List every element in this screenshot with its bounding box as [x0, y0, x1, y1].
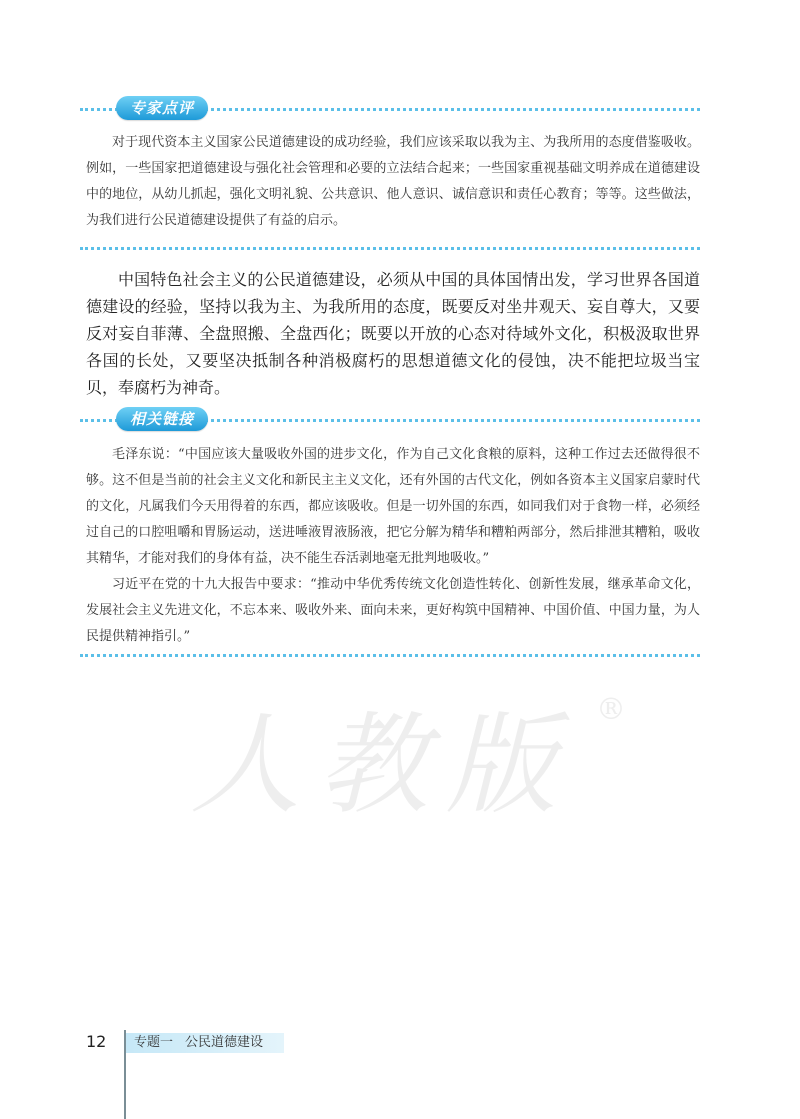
- expert-comment-title: 专家点评: [116, 96, 208, 120]
- footer-topic-band: [126, 1033, 284, 1053]
- xi-quote-text: 习近平在党的十九大报告中要求：“推动中华优秀传统文化创造性转化、创新性发展，继承革命文化，发展社会主义先进文化，不忘本来、吸收外来、面向未来，更好构筑中国精神、中国价值、中国力量，为人民提供精神指引。”: [86, 577, 700, 644]
- footer-topic: 专题一: [134, 1035, 174, 1050]
- dotted-divider: [80, 654, 700, 657]
- page-number: 12: [86, 1032, 107, 1051]
- footer-topic-title: 公民道德建设: [185, 1035, 264, 1050]
- related-links-title: 相关链接: [116, 407, 208, 431]
- main-paragraph: 中国特色社会主义的公民道德建设，必须从中国的具体国情出发，学习世界各国道德建设的经验，坚持以我为主、为我所用的态度，既要反对坐井观天、妄自尊大，又要反对妄自菲薄、全盘照搬、全盘西化；既要以开放的心态对待域外文化，积极汲取世界各国的长处，又要坚决抵制各种消极腐朽的思想道德文化的侵蚀，决不能把垃圾当宝贝，奉腐朽为神奇。: [86, 270, 700, 397]
- expert-comment-text: 对于现代资本主义国家公民道德建设的成功经验，我们应该采取以我为主、为我所用的态度借鉴吸收。例如，一些国家把道德建设与强化社会管理和必要的立法结合起来；一些国家重视基础文明养成在道德建设中的地位，从幼儿抓起，强化文明礼貌、公共意识、他人意识、诚信意识和责任心教育；等等。这些做法，为我们进行公民道德建设提供了有益的启示。: [86, 135, 700, 228]
- publisher-watermark: [190, 690, 626, 840]
- watermark-text: 人教版: [190, 701, 574, 829]
- related-links-header: [80, 407, 700, 433]
- mao-quote-text: 毛泽东说：“中国应该大量吸收外国的进步文化，作为自己文化食粮的原料，这种工作过去还做得很不够。这不但是当前的社会主义文化和新民主主义文化，还有外国的古代文化，例如各资本主义国家启蒙时代的文化，凡属我们今天用得着的东西，都应该吸收。但是一切外国的东西，如同我们对于食物一样，必须经过自己的口腔咀嚼和胃肠运动，送进唾液胃液肠液，把它分解为精华和糟粕两部分，然后排泄其糟粕，吸收其精华，才能对我们的身体有益，决不能生吞活剥地毫无批判地吸收。”: [86, 447, 700, 566]
- expert-comment-header: [80, 96, 700, 122]
- registered-mark: ®: [596, 692, 626, 727]
- dotted-divider: [80, 247, 700, 250]
